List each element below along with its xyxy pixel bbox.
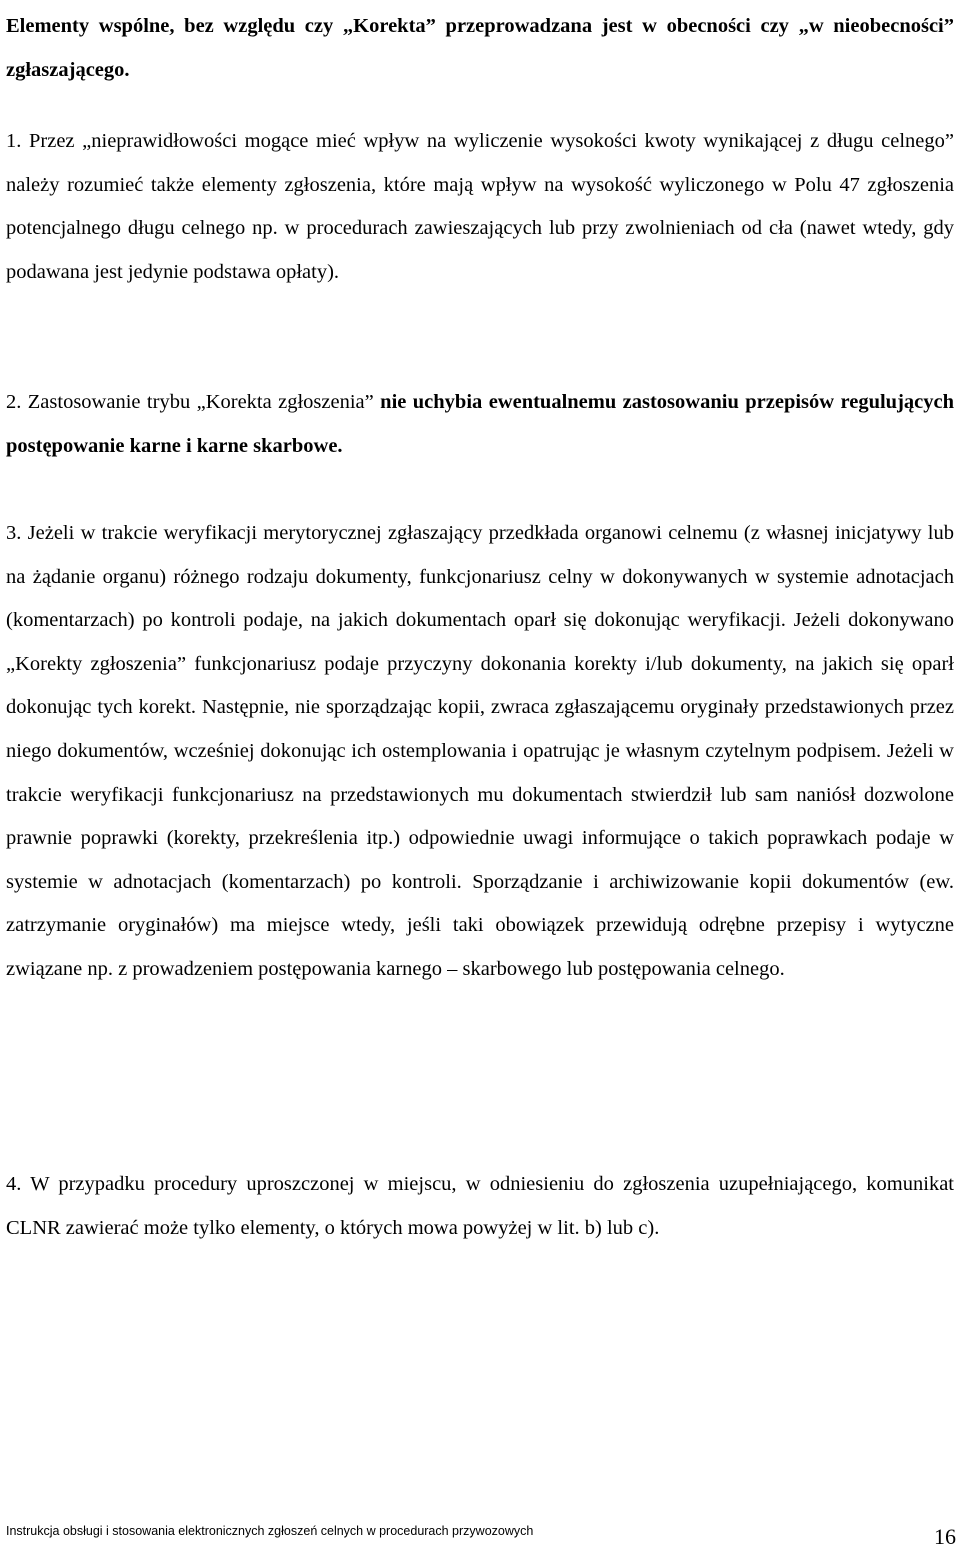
document-page (6, 0, 954, 1239)
section-heading: Elementy wspólne, bez względu czy „Korekta” przeprowadzana jest w obecności czy „w nieobecności” zgłaszającego. (6, 15, 954, 81)
page-number: 16 (934, 1524, 956, 1549)
footer-document-title: Instrukcja obsługi i stosowania elektronicznych zgłoszeń celnych w procedurach przywozowych (6, 1524, 534, 1538)
paragraph-2-bold-text: nie uchybia ewentualnemu zastosowaniu przepisów regulujących postępowanie karne i karne skarbowe. (6, 391, 954, 457)
page-footer (6, 1520, 954, 1550)
paragraph-1: 1. Przez „nieprawidłowości mogące mieć wpływ na wyliczenie wysokości kwoty wynikającej z długu celnego” należy rozumieć także elementy zgłoszenia, które mają wpływ na wysokość wyliczonego w Polu 47 zgłoszenia potencjalnego długu celnego np. w procedurach zawieszających lub przy zwolnieniach od cła (nawet wtedy, gdy podawana jest jedynie podstawa opłaty). (6, 130, 954, 283)
paragraph-4: 4. W przypadku procedury uproszczonej w miejscu, w odniesieniu do zgłoszenia uzupełniającego, komunikat CLNR zawierać może tylko elementy, o których mowa powyżej w lit. b) lub c). (6, 1173, 954, 1239)
paragraph-3: 3. Jeżeli w trakcie weryfikacji merytorycznej zgłaszający przedkłada organowi celnemu (z własnej inicjatywy lub na żądanie organu) różnego rodzaju dokumenty, funkcjonariusz celny w dokonywanych w systemie adnotacjach (komentarzach) po kontroli podaje, na jakich dokumentach oparł się dokonując weryfikacji. Jeżeli dokonywano „Korekty zgłoszenia” funkcjonariusz podaje przyczyny dokonania korekty i/lub dokumenty, na jakich się oparł dokonując tych korekt. Następnie, nie sporządzając kopii, zwraca zgłaszającemu oryginały przedstawionych przez niego dokumentów, wcześniej dokonując ich ostemplowania i opatrując je własnym czytelnym podpisem. Jeżeli w trakcie weryfikacji funkcjonariusz na przedstawionych mu dokumentach stwierdził lub sam naniósł dozwolone prawnie poprawki (korekty, przekreślenia itp.) odpowiednie uwagi informujące o takich poprawkach podaje w systemie w adnotacjach (komentarzach) po kontroli. Sporządzanie i archiwizowanie kopii dokumentów (ew. zatrzymanie oryginałów) ma miejsce wtedy, jeśli taki obowiązek przewidują odrębne przepisy i wytyczne związane np. z prowadzeniem postępowania karnego – skarbowego lub postępowania celnego. (6, 522, 954, 980)
paragraph-2 (6, 381, 954, 468)
paragraph-2-normal-text: 2. Zastosowanie trybu „Korekta zgłoszenia” (6, 391, 381, 413)
